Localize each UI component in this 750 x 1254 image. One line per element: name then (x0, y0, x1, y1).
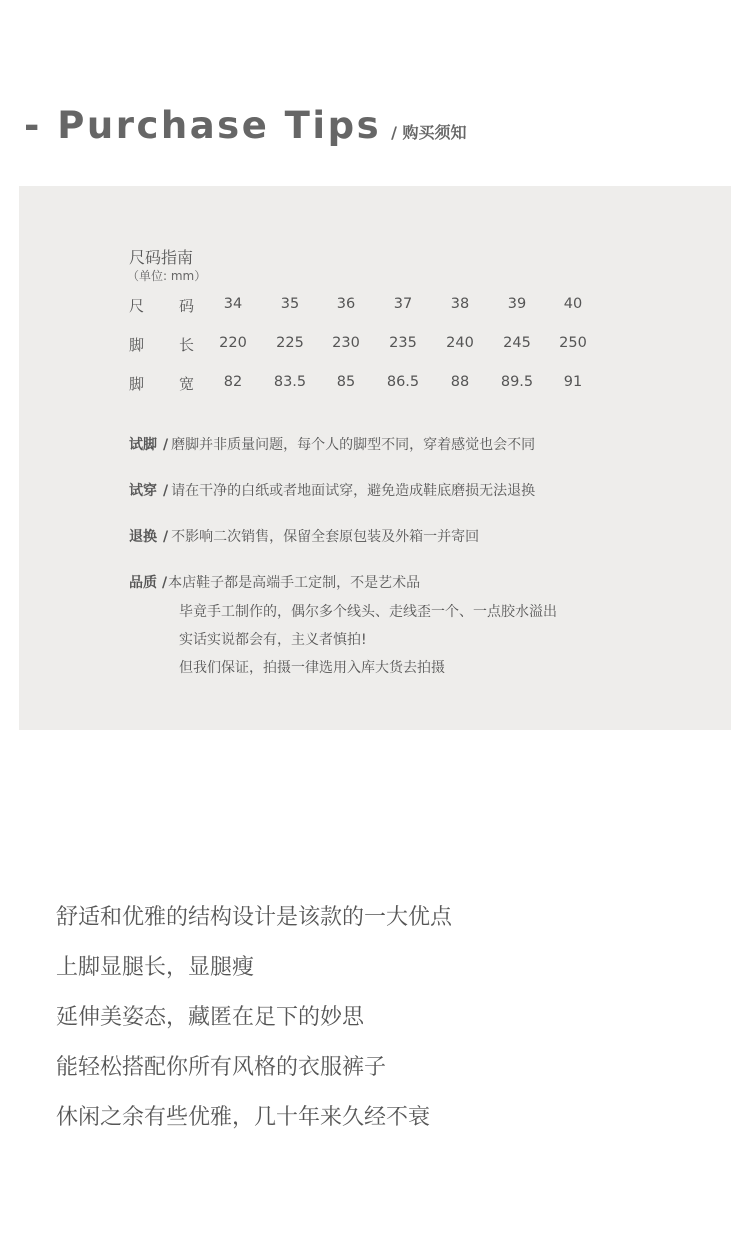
tip-return (129, 526, 479, 546)
size-guide-title: 尺码指南 (129, 248, 194, 267)
tip-text: 本店鞋子都是高端手工定制，不是艺术品 (168, 575, 421, 591)
size-cell: 230 (332, 334, 360, 351)
feature-line: 延伸美姿态，藏匿在足下的妙思 (56, 1005, 365, 1030)
feature-line: 舒适和优雅的结构设计是该款的一大优点 (56, 905, 453, 930)
tip-text: 不影响二次销售，保留全套原包装及外箱一并寄回 (171, 529, 480, 545)
section-heading (24, 104, 467, 147)
row-label: 脚 (129, 335, 145, 354)
row-label: 尺 (129, 297, 145, 315)
section-title: - Purchase Tips (24, 104, 382, 147)
tip-try-feet (129, 434, 535, 454)
tip-text: 请在干净的白纸或者地面试穿，避免造成鞋底磨损无法退换 (171, 483, 536, 499)
size-cell: 38 (450, 296, 470, 312)
tip-label: 品质 (129, 575, 157, 591)
tip-separator: / (163, 529, 169, 545)
size-cell: 235 (389, 334, 417, 351)
size-cell: 88 (450, 373, 470, 390)
tip-label: 退换 (129, 529, 157, 545)
tip-separator: / (162, 575, 168, 591)
size-cell: 85 (336, 373, 356, 390)
size-cell: 83.5 (273, 373, 307, 390)
size-cell: 36 (336, 296, 356, 312)
size-cell: 39 (507, 296, 527, 312)
size-cell: 37 (393, 296, 413, 312)
tip-quality (129, 572, 420, 592)
tip-separator: / (163, 483, 169, 499)
size-row-length (129, 332, 629, 371)
size-row-width (129, 371, 629, 410)
size-cell: 89.5 (500, 373, 534, 390)
feature-line: 休闲之余有些优雅，几十年来久经不衰 (56, 1105, 431, 1130)
size-cell: 86.5 (386, 373, 420, 390)
row-label: 脚 (129, 374, 145, 393)
tip-quality-line: 但我们保证，拍摄一律选用入库大货去拍摄 (179, 660, 445, 676)
row-label: 宽 (179, 374, 195, 393)
purchase-tips-panel (19, 186, 731, 730)
size-cell: 245 (503, 334, 531, 351)
tip-label: 试穿 (129, 483, 157, 499)
size-table (129, 293, 629, 409)
size-cell: 40 (563, 296, 583, 312)
size-guide-unit: （单位: mm） (127, 269, 207, 283)
tip-quality-line: 毕竟手工制作的，偶尔多个线头、走线歪一个、一点胶水溢出 (179, 604, 557, 620)
size-cell: 34 (223, 296, 243, 312)
size-cell: 240 (446, 334, 474, 351)
size-cell: 82 (223, 373, 243, 390)
feature-line: 上脚显腿长，显腿瘦 (56, 955, 255, 980)
section-subtitle: / 购买须知 (391, 123, 467, 142)
row-label: 长 (179, 335, 195, 354)
size-cell: 91 (563, 373, 583, 390)
tip-separator: / (163, 437, 169, 453)
size-cell: 220 (219, 334, 247, 351)
tip-quality-line: 实话实说都会有，主义者慎拍! (179, 632, 367, 648)
tip-label: 试脚 (129, 437, 157, 453)
feature-line: 能轻松搭配你所有风格的衣服裤子 (56, 1055, 387, 1080)
size-row-size (129, 293, 629, 332)
size-cell: 35 (280, 296, 300, 312)
row-label: 码 (179, 297, 195, 315)
tip-try-on (129, 480, 535, 500)
tip-text: 磨脚并非质量问题，每个人的脚型不同，穿着感觉也会不同 (171, 437, 536, 453)
size-cell: 225 (276, 334, 304, 351)
size-cell: 250 (559, 334, 587, 351)
